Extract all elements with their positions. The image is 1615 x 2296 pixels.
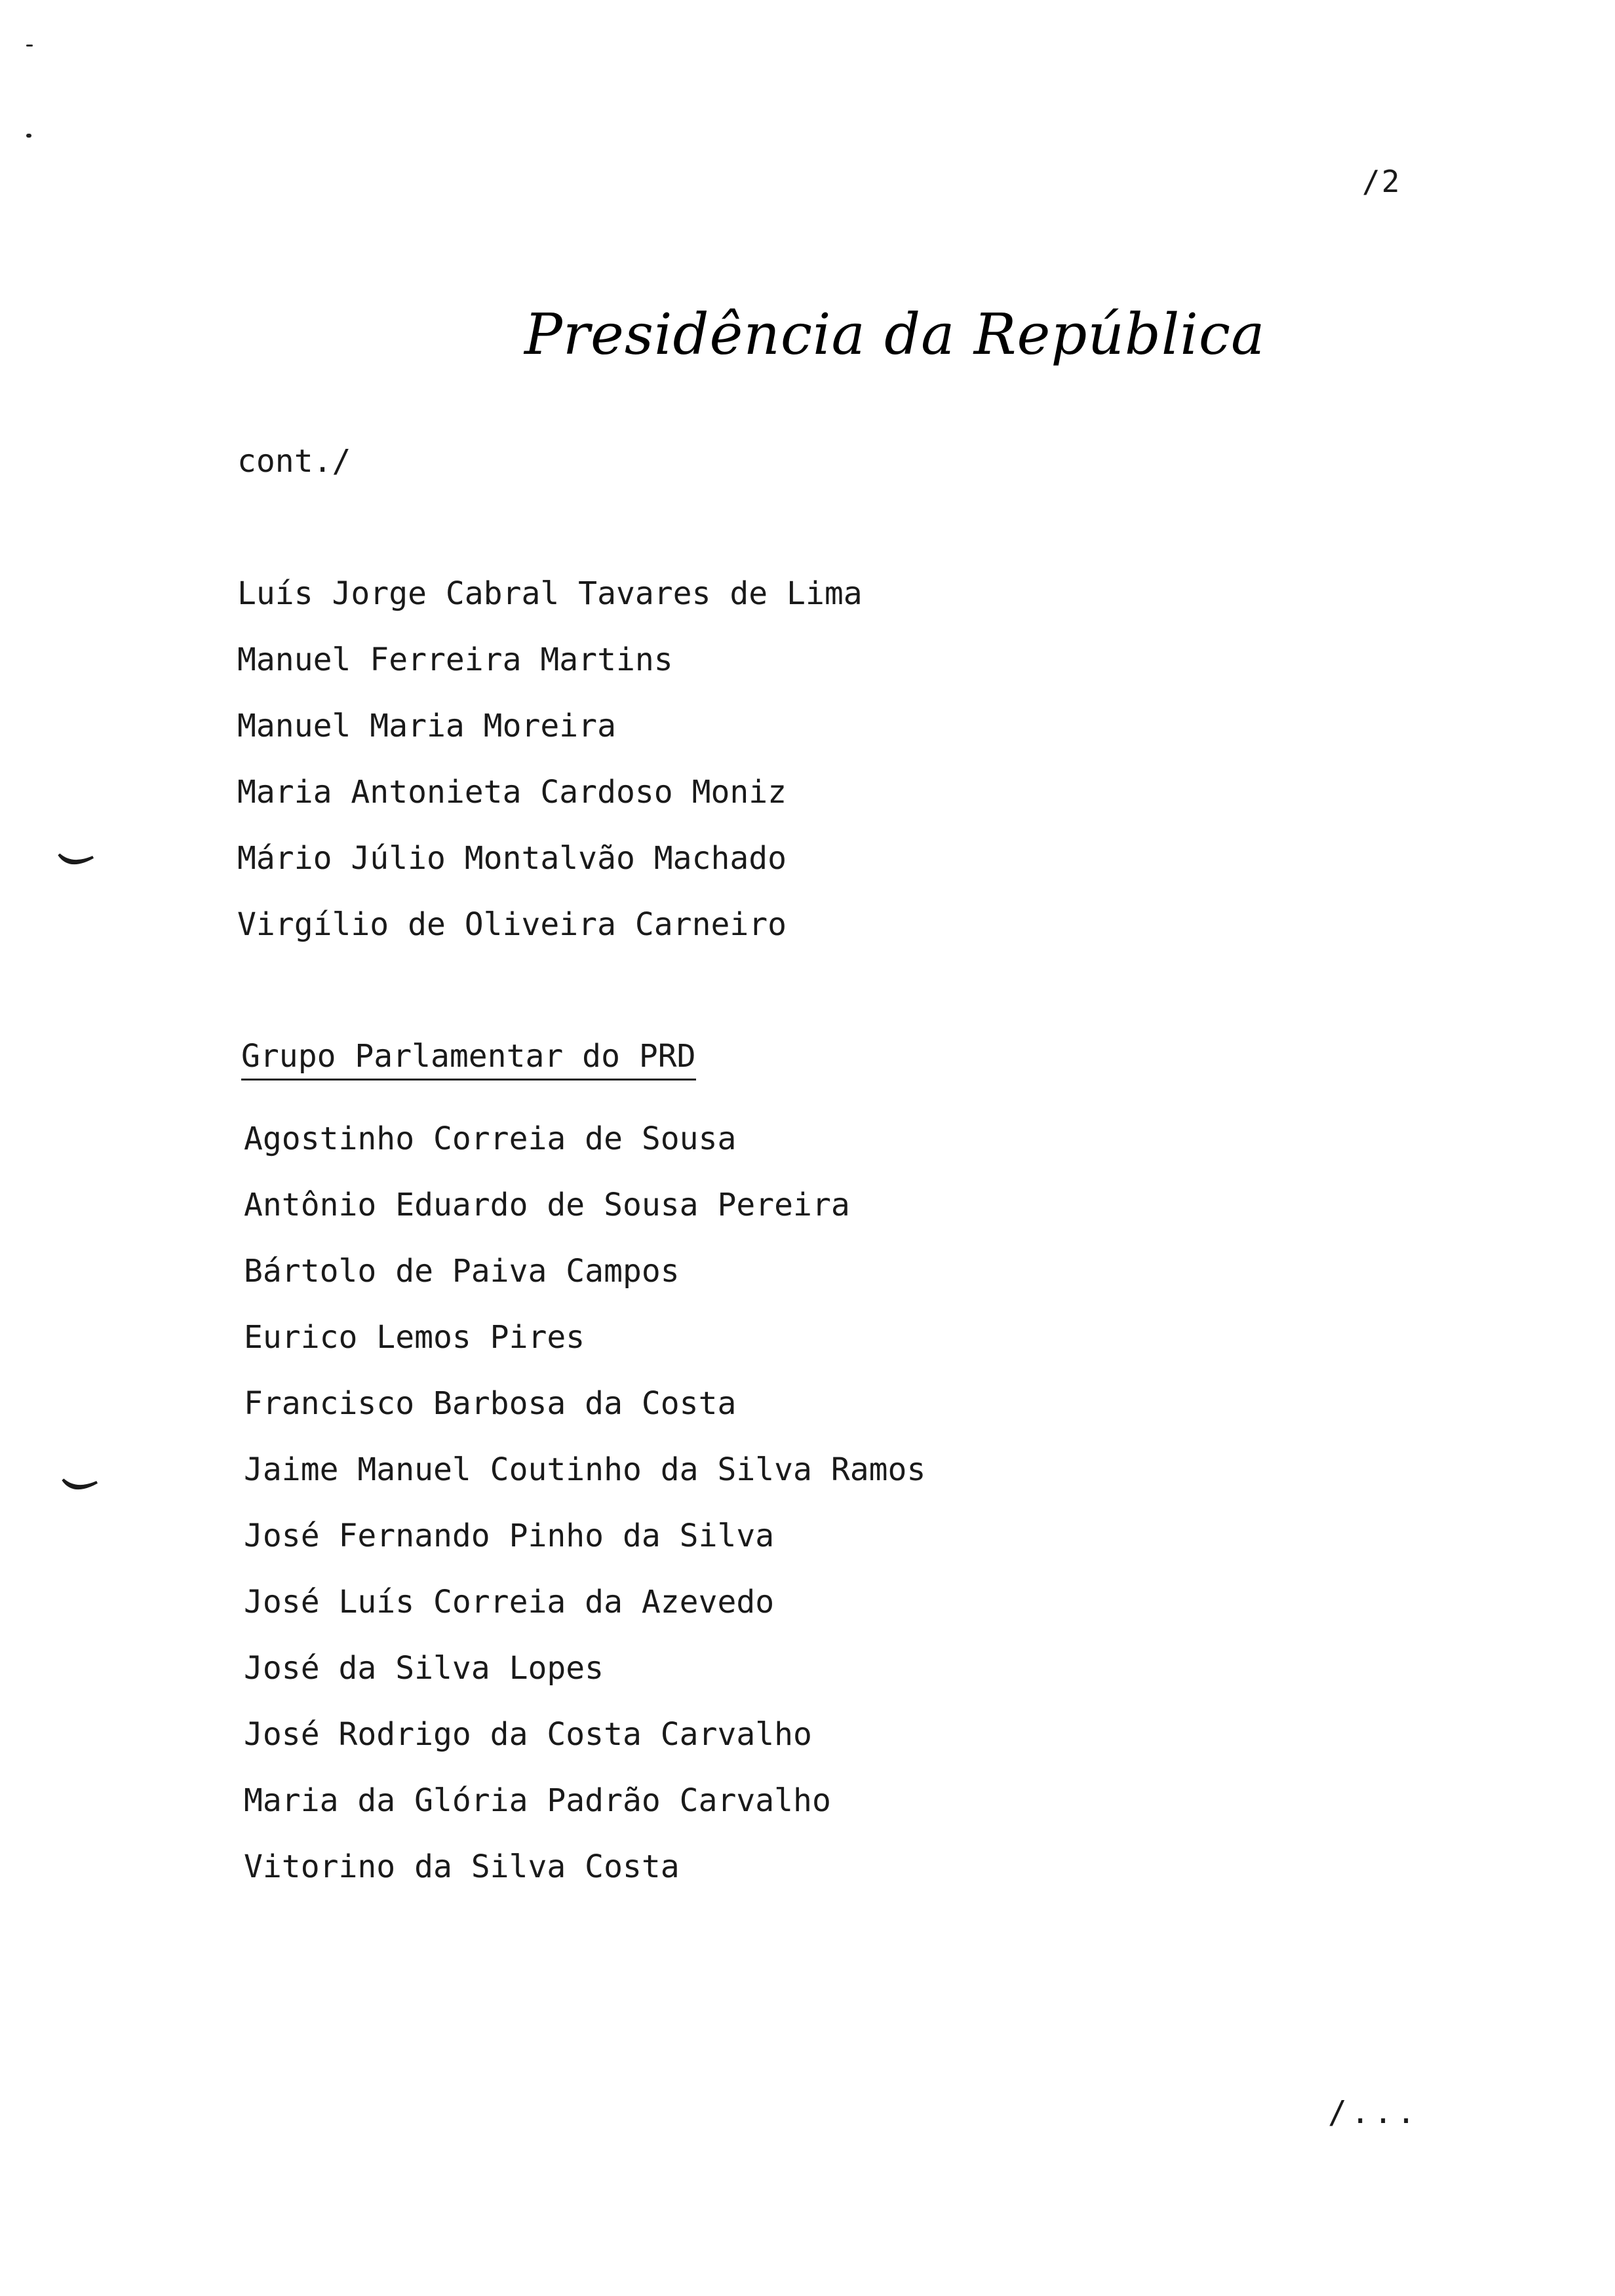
member-list (244, 1106, 925, 1900)
list-item: Agostinho Correia de Sousa (244, 1120, 737, 1157)
scan-speck (26, 134, 31, 138)
list-item: Manuel Maria Moreira (237, 708, 616, 744)
list-item: José da Silva Lopes (244, 1650, 604, 1687)
list-item: José Rodrigo da Costa Carvalho (244, 1716, 812, 1753)
list-item: José Fernando Pinho da Silva (244, 1518, 775, 1554)
list-item: Vitorino da Silva Costa (244, 1848, 680, 1885)
list-item: Bártolo de Paiva Campos (244, 1253, 680, 1290)
continues-marker: /... (1328, 2094, 1420, 2131)
page-number: /2 (1362, 164, 1401, 199)
list-item: Francisco Barbosa da Costa (244, 1385, 737, 1422)
margin-check-mark (60, 1473, 100, 1499)
list-item: Jaime Manuel Coutinho da Silva Ramos (244, 1451, 926, 1488)
list-item: Luís Jorge Cabral Tavares de Lima (237, 575, 863, 612)
list-item: Antônio Eduardo de Sousa Pereira (244, 1187, 850, 1223)
margin-check-mark (56, 848, 96, 874)
list-item: José Luís Correia da Azevedo (244, 1584, 775, 1620)
section-title: Grupo Parlamentar do PRD (241, 1038, 696, 1081)
name-list (237, 561, 863, 958)
list-item: Mário Júlio Montalvão Machado (237, 840, 787, 877)
scan-speck (26, 45, 33, 47)
list-item: Eurico Lemos Pires (244, 1319, 585, 1356)
list-item: Maria da Glória Padrão Carvalho (244, 1782, 831, 1819)
list-item: Virgílio de Oliveira Carneiro (237, 906, 787, 943)
letterhead (524, 288, 1266, 387)
letterhead-text: Presidência da República (524, 302, 1266, 368)
list-item: Manuel Ferreira Martins (237, 641, 673, 678)
continuation-label: cont./ (237, 443, 351, 480)
list-item: Maria Antonieta Cardoso Moniz (237, 774, 787, 811)
